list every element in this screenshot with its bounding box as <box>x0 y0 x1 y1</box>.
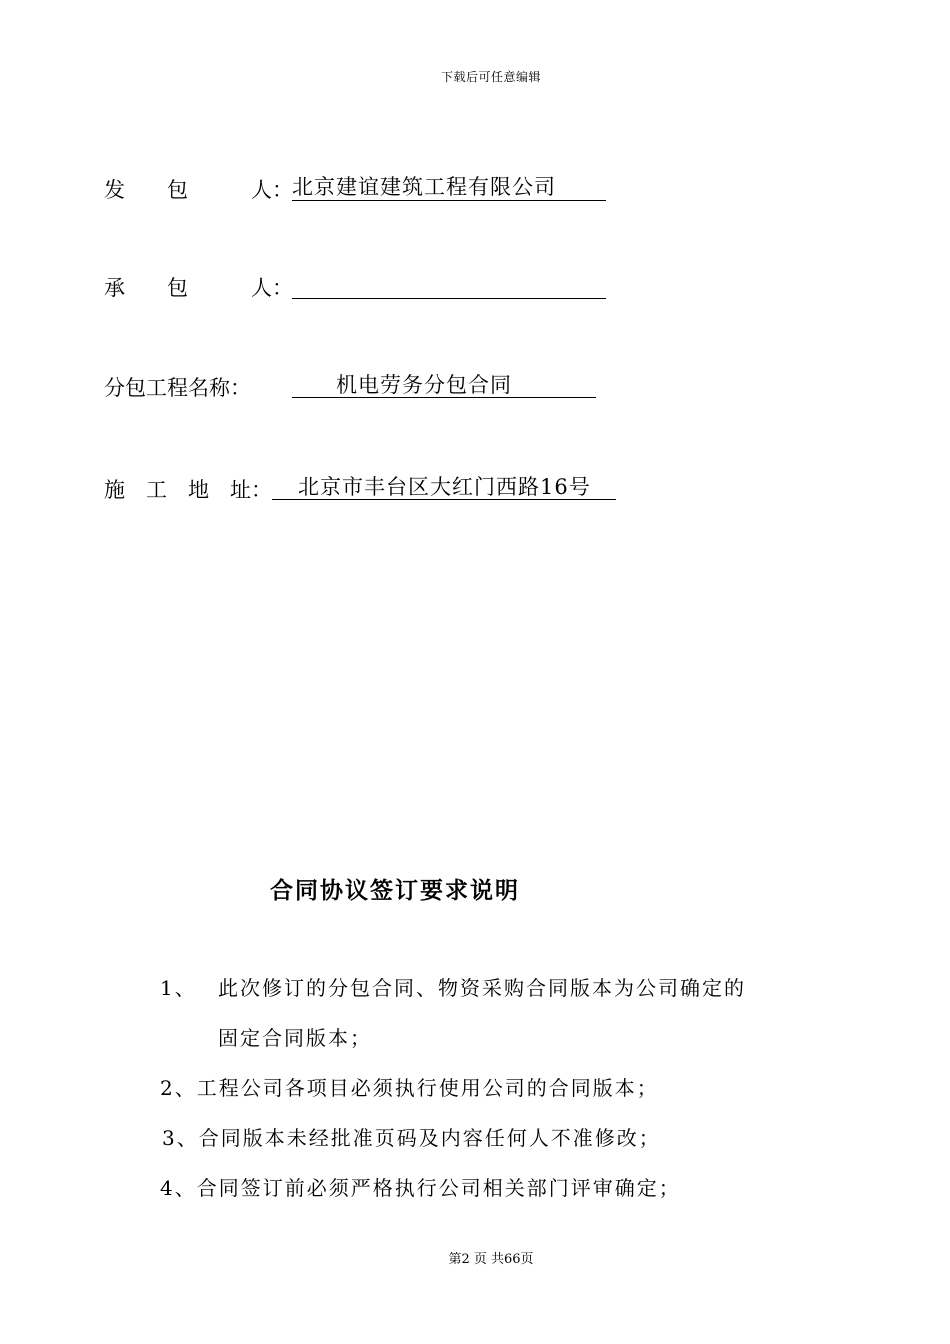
project-label: 分包工程名称： <box>104 376 251 400</box>
site-label: 施 工 地 址： <box>104 478 272 502</box>
header-note: 下载后可任意编辑 <box>440 70 541 84</box>
issuer-value: 北京建谊建筑工程有限公司 <box>292 174 606 201</box>
req-item1-number: 1、 <box>160 976 197 1000</box>
req-item2: 2、工程公司各项目必须执行使用公司的合同版本； <box>160 1076 659 1100</box>
site-value: 北京市丰台区大红门西路16号 <box>272 474 616 500</box>
req-item3: 3、合同版本未经批准页码及内容任何人不准修改； <box>162 1126 661 1150</box>
req-item1-line1: 此次修订的分包合同、物资采购合同版本为公司确定的 <box>218 976 746 1000</box>
contractor-value <box>292 272 606 299</box>
req-item4: 4、合同签订前必须严格执行公司相关部门评审确定； <box>160 1176 681 1200</box>
contractor-label: 承 包 人： <box>104 276 293 300</box>
project-value: 机电劳务分包合同 <box>292 372 596 398</box>
issuer-label: 发 包 人： <box>104 178 293 202</box>
req-item1-line2: 固定合同版本； <box>218 1026 372 1050</box>
section-title: 合同协议签订要求说明 <box>270 877 520 904</box>
page-footer: 第2 页 共66页 <box>448 1252 534 1267</box>
